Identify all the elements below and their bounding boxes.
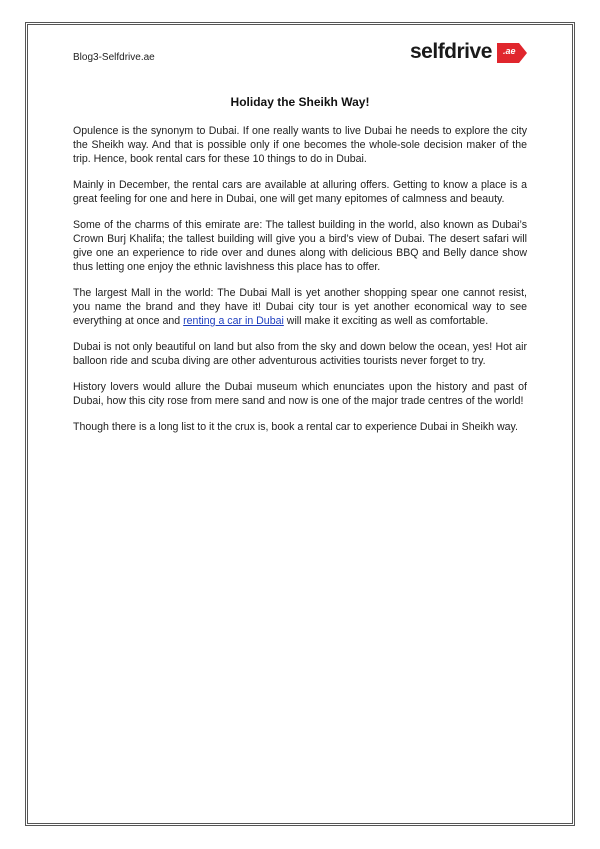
article-title: Holiday the Sheikh Way! [230, 95, 370, 109]
paragraph-4 [73, 286, 527, 328]
paragraph-7: Though there is a long list to it the crux is, book a rental car to experience Dubai in Sheikh way. [73, 421, 518, 433]
paragraph-5: Dubai is not only beautiful on land but also from the sky and down below the ocean, yes! Hot air balloon ride and scuba diving are other adventurous activities tourists never forget to try. [73, 341, 527, 367]
paragraph-4-text-start: The largest Mall in the world: The Dubai Mall is yet another shopping spear one cannot resist, you name the brand and they have it! Dubai city tour is yet another economical way to see everything at once and [73, 287, 527, 327]
article-body [73, 124, 527, 446]
paragraph-3: Some of the charms of this emirate are: The tallest building in the world, also known as Dubai’s Crown Burj Khalifa; the tallest building will give you a bird’s view of Dubai. The desert safari will give one an experience to ride over and dunes along with delicious BBQ and Belly dance show thus letting one enjoy the ethnic lavishness this place has to offer. [73, 219, 527, 273]
document-label: Blog3-Selfdrive.ae [73, 52, 155, 63]
logo-badge-text: .ae [503, 46, 516, 56]
renting-car-link[interactable]: renting a car in Dubai [183, 315, 284, 327]
logo-wordmark: selfdrive [410, 40, 492, 63]
paragraph-6: History lovers would allure the Dubai museum which enunciates upon the history and past of Dubai, how this city rose from mere sand and now is one of the major trade centres of the world! [73, 381, 527, 407]
paragraph-4-text-end: will make it exciting as well as comfortable. [283, 315, 489, 327]
paragraph-2: Mainly in December, the rental cars are available at alluring offers. Getting to know a place is a great feeling for one and here in Dubai, one will get many epitomes of calmness and beauty. [73, 179, 527, 205]
selfdrive-logo [410, 38, 528, 68]
paragraph-1: Opulence is the synonym to Dubai. If one really wants to live Dubai he needs to explore the city the Sheikh way. And that is possible only if one becomes the whole-sole decision maker of the trip. Hence, book rental cars for these 10 things to do in Dubai. [73, 125, 527, 165]
